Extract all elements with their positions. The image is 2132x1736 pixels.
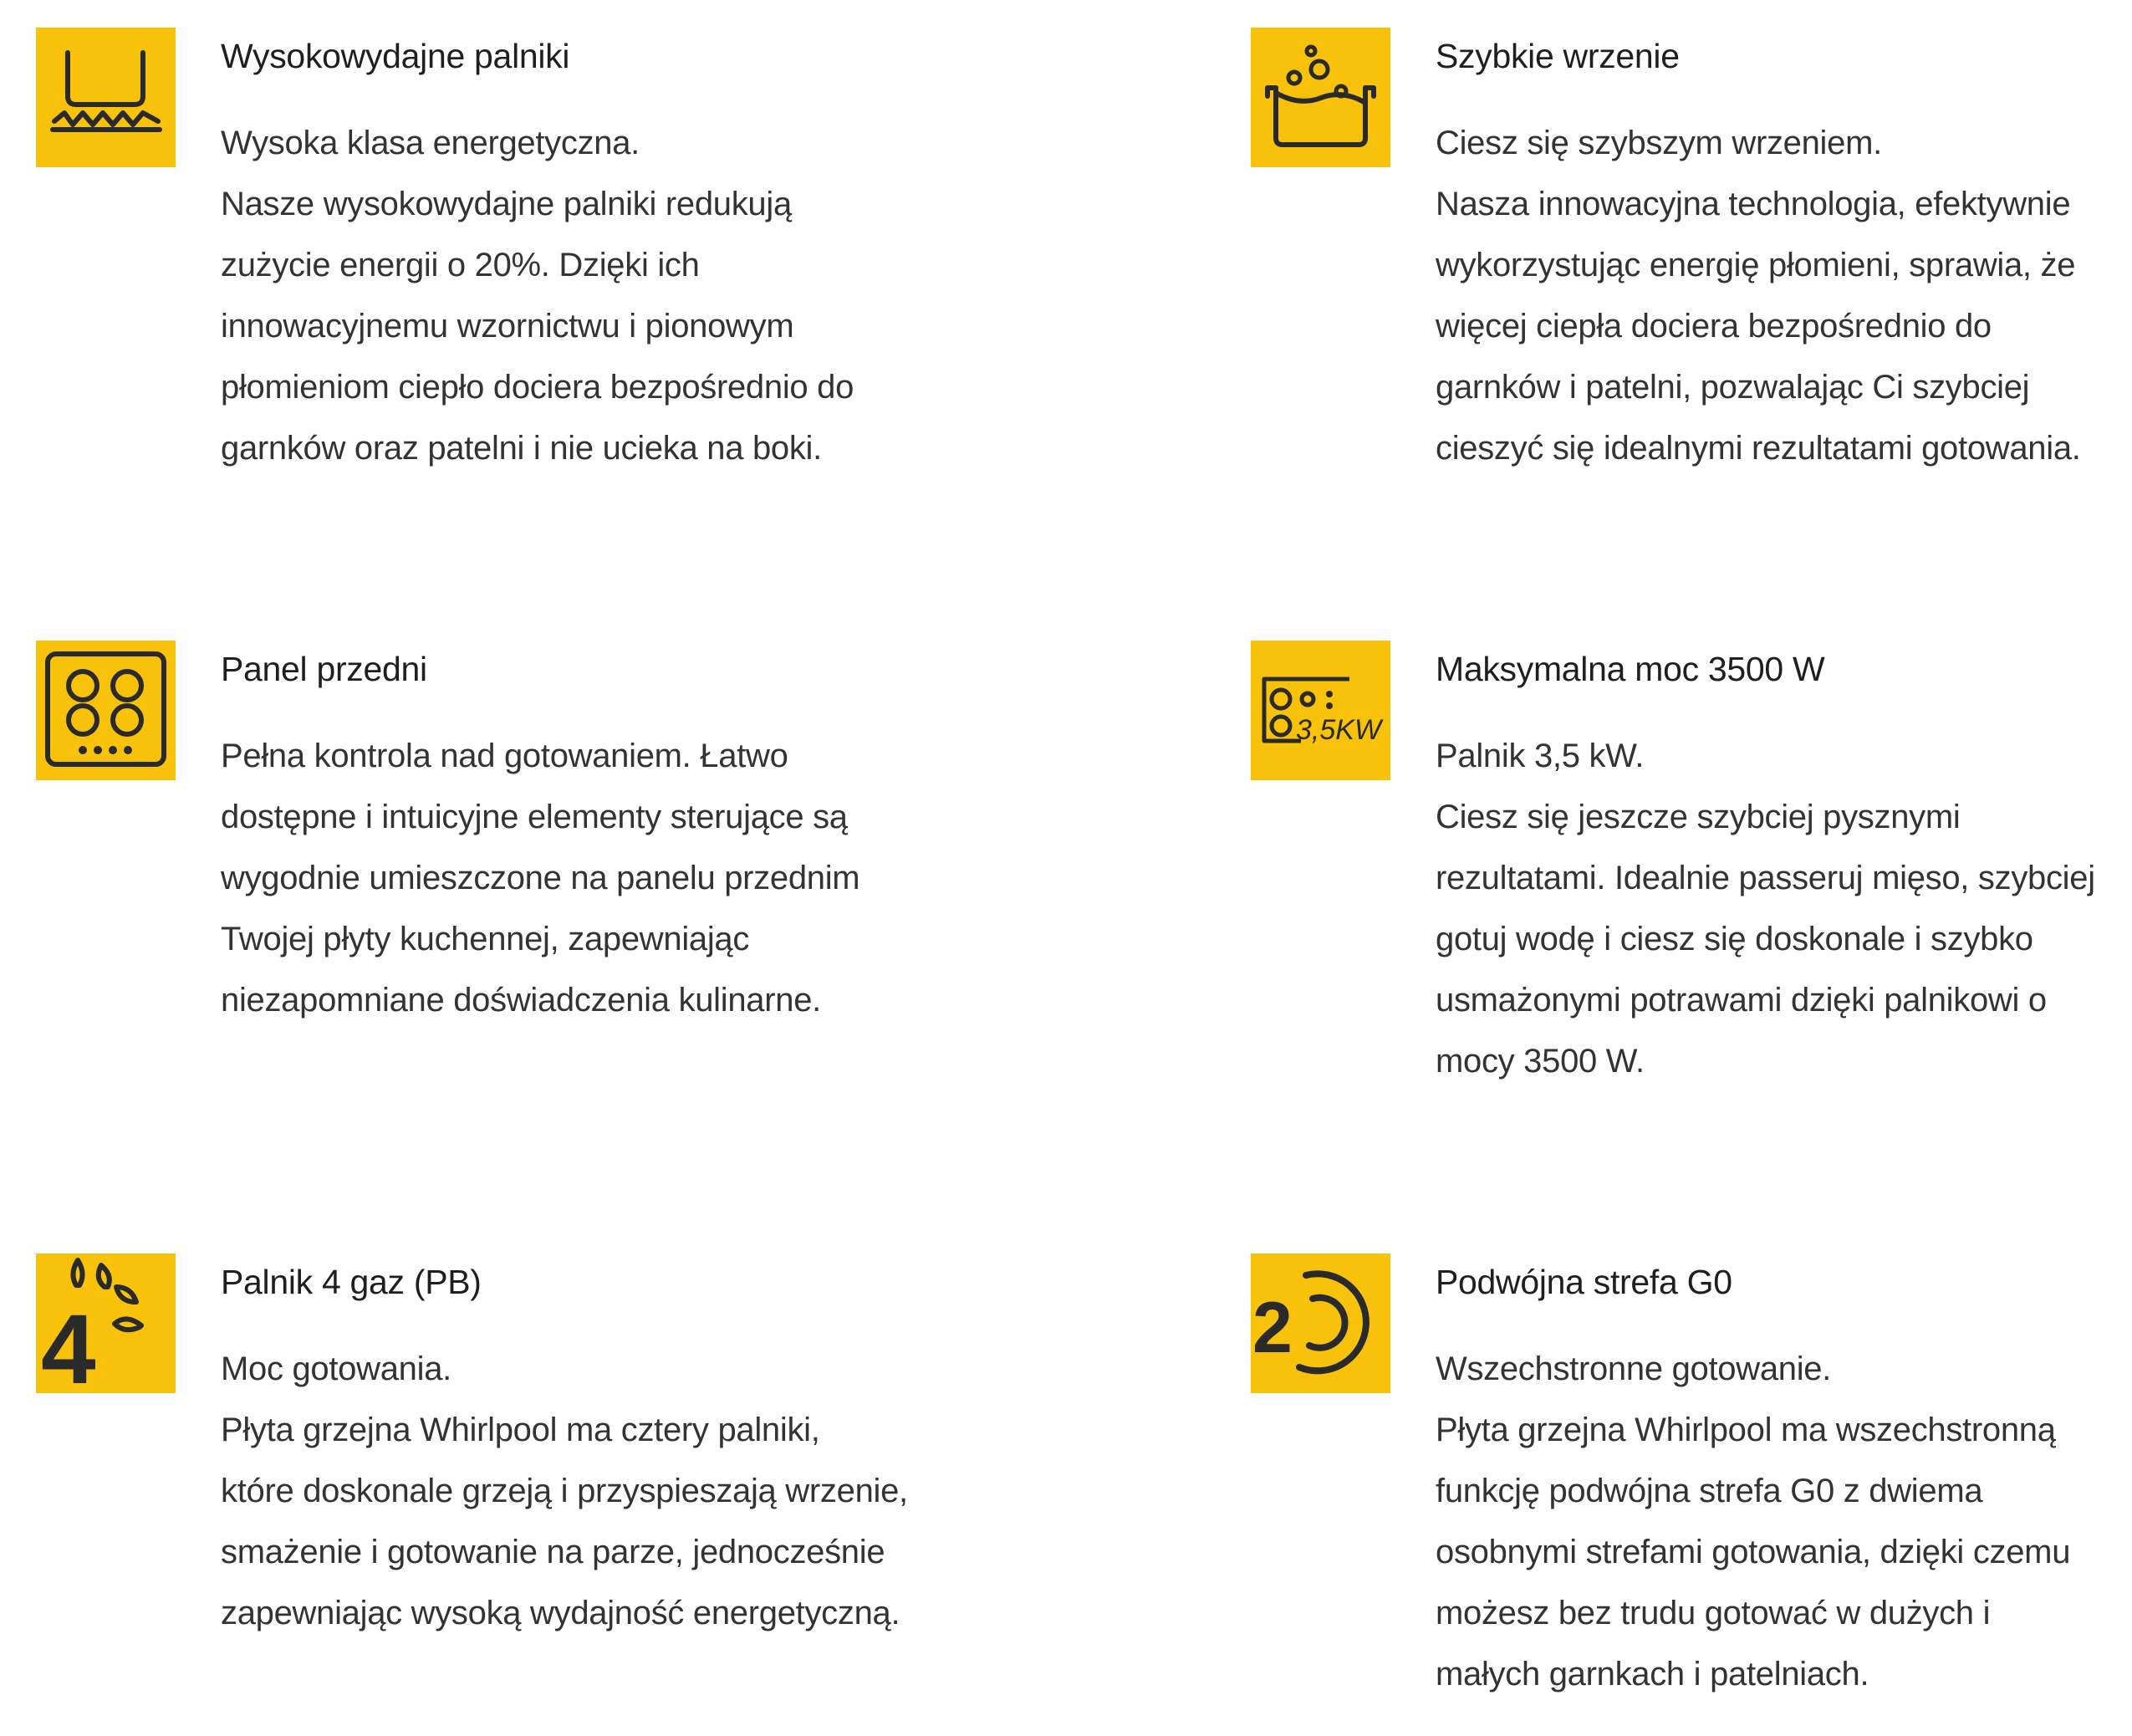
feature-title: Maksymalna moc 3500 W xyxy=(1436,650,1825,688)
feature-content xyxy=(1436,1253,2121,1705)
feature-line: zapewniając wysoką wydajność energetyczną. xyxy=(221,1595,900,1631)
feature-title: Podwójna strefa G0 xyxy=(1436,1263,1732,1301)
power-3-5kw-icon xyxy=(1251,641,1390,780)
feature-title: Palnik 4 gaz (PB) xyxy=(221,1263,482,1301)
feature-content xyxy=(221,641,990,1031)
front-panel-icon xyxy=(36,641,176,780)
feature-lead: Wszechstronne gotowanie. xyxy=(1436,1351,1832,1387)
feature-line: innowacyjnemu wzornictwu i pionowym xyxy=(221,308,794,345)
feature-line: niezapomniane doświadczenia kulinarne. xyxy=(221,982,821,1019)
feature-content xyxy=(1436,28,2121,479)
feature-line: rezultatami. Idealnie passeruj mięso, szybciej xyxy=(1436,860,2095,896)
feature-line: dostępne i intuicyjne elementy sterujące są xyxy=(221,799,848,835)
feature-line: płomieniom ciepło dociera bezpośrednio do xyxy=(221,369,854,406)
feature-lead: Wysoka klasa energetyczna. xyxy=(221,125,640,161)
feature-line: wykorzystując energię płomieni, sprawia, że xyxy=(1436,247,2076,283)
feature-line: Płyta grzejna Whirlpool ma wszechstronną xyxy=(1436,1412,2056,1448)
feature-line: małych garnkach i patelniach. xyxy=(1436,1656,1869,1693)
boiling-pot-icon xyxy=(1251,28,1390,167)
feature-line: Ciesz się jeszcze szybciej pysznymi xyxy=(1436,799,1961,835)
feature-line: funkcję podwójna strefa G0 z dwiema xyxy=(1436,1473,1983,1509)
feature-line: zużycie energii o 20%. Dzięki ich xyxy=(221,247,700,283)
feature-lead: Ciesz się szybszym wrzeniem. xyxy=(1436,125,1882,161)
four-gas-burners-icon xyxy=(36,1253,176,1393)
feature-line: gotuj wodę i ciesz się doskonale i szybko xyxy=(1436,921,2033,957)
feature-content xyxy=(221,1253,990,1644)
feature-content xyxy=(221,28,990,479)
feature-line: możesz bez trudu gotować w dużych i xyxy=(1436,1595,1991,1631)
feature-line: które doskonale grzeją i przyspieszają wrzenie, xyxy=(221,1473,908,1509)
feature-line: osobnymi strefami gotowania, dzięki czemu xyxy=(1436,1534,2071,1570)
feature-line: mocy 3500 W. xyxy=(1436,1043,1645,1080)
feature-line: cieszyć się idealnymi rezultatami gotowania. xyxy=(1436,430,2081,467)
feature-line: Nasza innowacyjna technologia, efektywnie xyxy=(1436,186,2071,222)
feature-line: usmażonymi potrawami dzięki palnikowi o xyxy=(1436,982,2047,1019)
feature-content xyxy=(1436,641,2121,1092)
feature-line: garnków oraz patelni i nie ucieka na boki. xyxy=(221,430,822,467)
feature-line: więcej ciepła dociera bezpośrednio do xyxy=(1436,308,1992,345)
power-label: 3,5KW xyxy=(1296,714,1382,746)
feature-line: smażenie i gotowanie na parze, jednocześnie xyxy=(221,1534,885,1570)
feature-title: Wysokowydajne palniki xyxy=(221,37,570,75)
feature-line: wygodnie umieszczone na panelu przednim xyxy=(221,860,860,896)
feature-lead: Pełna kontrola nad gotowaniem. Łatwo xyxy=(221,738,788,774)
feature-line: Twojej płyty kuchennej, zapewniając xyxy=(221,921,750,957)
feature-line: Nasze wysokowydajne palniki redukują xyxy=(221,186,792,222)
feature-title: Szybkie wrzenie xyxy=(1436,37,1680,75)
burner-pot-icon xyxy=(36,28,176,167)
feature-lead: Moc gotowania. xyxy=(221,1351,451,1387)
burner-count-digit: 4 xyxy=(41,1294,96,1393)
zone-count-digit: 2 xyxy=(1252,1288,1293,1368)
dual-zone-icon xyxy=(1251,1253,1390,1393)
feature-line: garnków i patelni, pozwalając Ci szybciej xyxy=(1436,369,2030,406)
feature-title: Panel przedni xyxy=(221,650,427,688)
feature-line: Płyta grzejna Whirlpool ma cztery palniki, xyxy=(221,1412,820,1448)
feature-lead: Palnik 3,5 kW. xyxy=(1436,738,1645,774)
